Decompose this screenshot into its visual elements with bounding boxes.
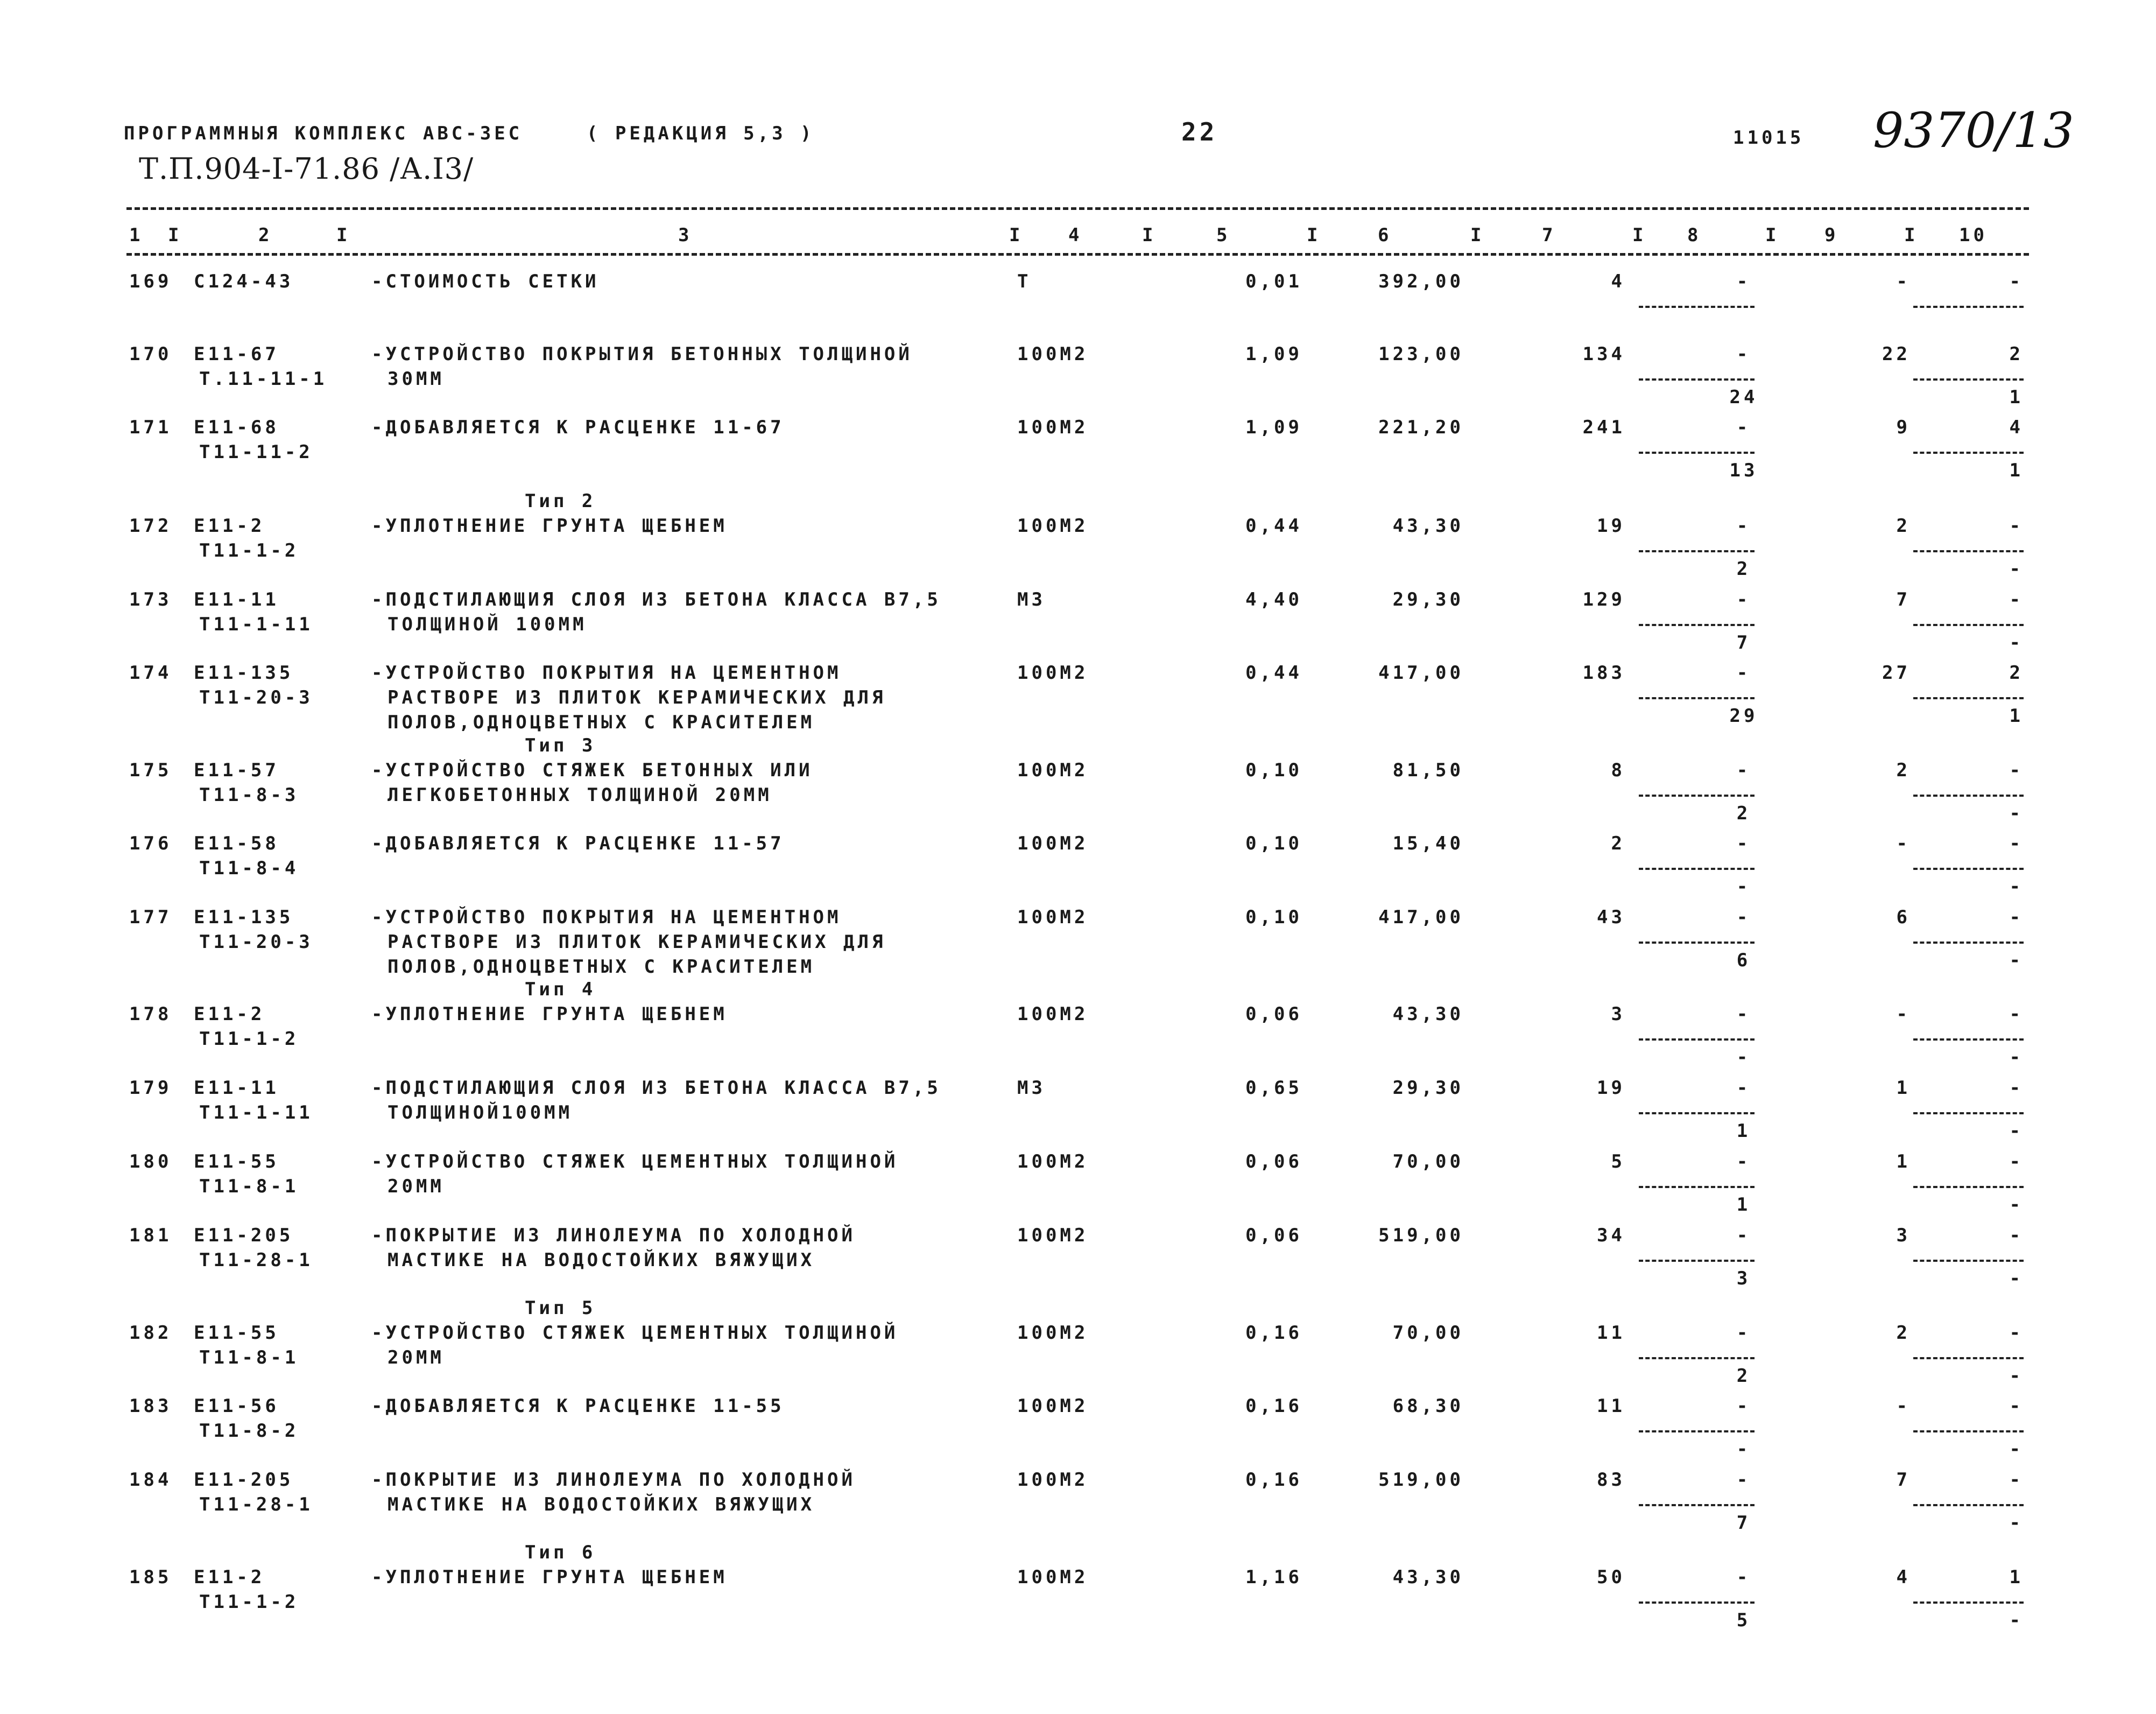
col10-top: - bbox=[2009, 1077, 2024, 1099]
rate-code: Е11-55 bbox=[194, 1151, 279, 1172]
col10-top: - bbox=[2009, 1469, 2024, 1491]
section-label: Тип 4 bbox=[525, 979, 596, 1000]
unit-price: 43,30 bbox=[1392, 515, 1464, 537]
total-cost: 50 bbox=[1597, 1567, 1625, 1588]
work-description: МАСТИКЕ НА ВОДОСТОЙКИХ ВЯЖУЩИХ bbox=[387, 1249, 815, 1271]
col8-bottom: 3 bbox=[1736, 1268, 1751, 1289]
unit-price: 417,00 bbox=[1378, 662, 1464, 684]
col10-rule bbox=[1913, 942, 2024, 944]
rate-reference: Т11-20-3 bbox=[199, 687, 313, 708]
unit-price: 519,00 bbox=[1378, 1225, 1464, 1246]
col8-rule bbox=[1639, 452, 1755, 454]
total-cost: 2 bbox=[1611, 833, 1625, 854]
unit: 100М2 bbox=[1017, 1322, 1089, 1344]
unit-price: 70,00 bbox=[1392, 1151, 1464, 1172]
work-description: МАСТИКЕ НА ВОДОСТОЙКИХ ВЯЖУЩИХ bbox=[387, 1494, 815, 1515]
col9-value: 1 bbox=[1896, 1151, 1911, 1172]
col8-top: - bbox=[1736, 271, 1751, 292]
col8-bottom: 6 bbox=[1736, 950, 1751, 971]
col8-top: - bbox=[1736, 515, 1751, 537]
work-description: 30ММ bbox=[387, 368, 445, 390]
unit: 100М2 bbox=[1017, 1151, 1089, 1172]
work-description: -УПЛОТНЕНИЕ ГРУНТА ЩЕБНЕМ bbox=[371, 1003, 728, 1025]
unit-price: 123,00 bbox=[1378, 343, 1464, 365]
col8-rule bbox=[1639, 1504, 1755, 1506]
rate-code: Е11-2 bbox=[194, 1567, 265, 1588]
col8-rule bbox=[1639, 1038, 1755, 1041]
section-label: Тип 3 bbox=[525, 735, 596, 756]
row-number: 176 bbox=[129, 833, 172, 854]
col10-rule bbox=[1913, 1504, 2024, 1506]
work-description: 20ММ bbox=[387, 1347, 445, 1368]
unit-price: 392,00 bbox=[1378, 271, 1464, 292]
handwritten-number: 9370/13 bbox=[1873, 102, 2074, 159]
col-header-6: 6 bbox=[1378, 224, 1392, 246]
col10-bottom: 1 bbox=[2009, 705, 2024, 727]
col10-bottom: - bbox=[2009, 1610, 2024, 1631]
col10-bottom: - bbox=[2009, 1046, 2024, 1068]
col8-top: - bbox=[1736, 417, 1751, 438]
col10-bottom: - bbox=[2009, 632, 2024, 654]
unit: М3 bbox=[1017, 1077, 1046, 1099]
col-header-1: 1 bbox=[129, 224, 144, 246]
col10-rule bbox=[1913, 697, 2024, 699]
rate-reference: Т11-1-2 bbox=[199, 540, 299, 561]
col-header-2: 2 bbox=[258, 224, 273, 246]
rate-reference: Т11-8-2 bbox=[199, 1420, 299, 1442]
col8-bottom: 1 bbox=[1736, 1194, 1751, 1216]
col9-value: 2 bbox=[1896, 1322, 1911, 1344]
rate-code: Е11-68 bbox=[194, 417, 279, 438]
col10-top: - bbox=[2009, 760, 2024, 781]
section-label: Тип 5 bbox=[525, 1297, 596, 1319]
col10-rule bbox=[1913, 624, 2024, 626]
rate-code: Е11-56 bbox=[194, 1395, 279, 1417]
col9-value: - bbox=[1896, 271, 1911, 292]
col10-bottom: - bbox=[2009, 1268, 2024, 1289]
rate-code: Е11-57 bbox=[194, 760, 279, 781]
col8-bottom: 2 bbox=[1736, 803, 1751, 824]
col10-rule bbox=[1913, 1186, 2024, 1188]
col10-rule bbox=[1913, 550, 2024, 552]
col8-top: - bbox=[1736, 1151, 1751, 1172]
total-cost: 83 bbox=[1597, 1469, 1625, 1491]
rate-code: Е11-11 bbox=[194, 589, 279, 610]
col10-top: 4 bbox=[2009, 417, 2024, 438]
quantity: 1,16 bbox=[1245, 1567, 1302, 1588]
work-description: -ПОДСТИЛАЮЩИЯ СЛОЯ ИЗ БЕТОНА КЛАССА В7,5 bbox=[371, 1077, 941, 1099]
col10-rule bbox=[1913, 1357, 2024, 1359]
row-number: 180 bbox=[129, 1151, 172, 1172]
col8-rule bbox=[1639, 868, 1755, 870]
rate-code: Е11-2 bbox=[194, 1003, 265, 1025]
row-number: 184 bbox=[129, 1469, 172, 1491]
col10-bottom: 1 bbox=[2009, 460, 2024, 481]
col10-bottom: - bbox=[2009, 1438, 2024, 1460]
rate-reference: Т11-1-2 bbox=[199, 1591, 299, 1613]
work-description: -УПЛОТНЕНИЕ ГРУНТА ЩЕБНЕМ bbox=[371, 515, 728, 537]
work-description: -СТОИМОСТЬ СЕТКИ bbox=[371, 271, 600, 292]
header-top-rule bbox=[126, 207, 2029, 210]
col10-rule bbox=[1913, 1260, 2024, 1262]
rate-reference: Т11-1-11 bbox=[199, 1102, 313, 1123]
total-cost: 183 bbox=[1582, 662, 1625, 684]
col8-top: - bbox=[1736, 589, 1751, 610]
col8-rule bbox=[1639, 795, 1755, 797]
col8-top: - bbox=[1736, 662, 1751, 684]
unit-price: 70,00 bbox=[1392, 1322, 1464, 1344]
col8-bottom: 29 bbox=[1729, 705, 1758, 727]
rate-code: Е11-135 bbox=[194, 907, 294, 928]
col9-value: 9 bbox=[1896, 417, 1911, 438]
col8-bottom: 2 bbox=[1736, 558, 1751, 580]
col10-top: - bbox=[2009, 833, 2024, 854]
unit: 100М2 bbox=[1017, 1567, 1089, 1588]
col9-value: 4 bbox=[1896, 1567, 1911, 1588]
row-number: 172 bbox=[129, 515, 172, 537]
col8-rule bbox=[1639, 1601, 1755, 1604]
rate-reference: Т11-8-1 bbox=[199, 1176, 299, 1197]
row-number: 181 bbox=[129, 1225, 172, 1246]
col10-top: - bbox=[2009, 271, 2024, 292]
total-cost: 3 bbox=[1611, 1003, 1625, 1025]
work-description: -ДОБАВЛЯЕТСЯ К РАСЦЕНКЕ 11-55 bbox=[371, 1395, 785, 1417]
work-description: ПОЛОВ,ОДНОЦВЕТНЫХ С КРАСИТЕЛЕМ bbox=[387, 712, 815, 733]
col9-value: 7 bbox=[1896, 589, 1911, 610]
row-number: 178 bbox=[129, 1003, 172, 1025]
col10-rule bbox=[1913, 452, 2024, 454]
col8-top: - bbox=[1736, 343, 1751, 365]
rate-code: Е11-58 bbox=[194, 833, 279, 854]
section-label: Тип 2 bbox=[525, 490, 596, 512]
work-description: -ПОДСТИЛАЮЩИЯ СЛОЯ ИЗ БЕТОНА КЛАССА В7,5 bbox=[371, 589, 941, 610]
total-cost: 43 bbox=[1597, 907, 1625, 928]
rate-code: С124-43 bbox=[194, 271, 294, 292]
col8-rule bbox=[1639, 942, 1755, 944]
col10-rule bbox=[1913, 378, 2024, 381]
col10-bottom: - bbox=[2009, 558, 2024, 580]
col10-bottom: - bbox=[2009, 1120, 2024, 1142]
rate-reference: Т11-8-3 bbox=[199, 784, 299, 806]
program-title: ПРОГРАММНЫЯ КОМПЛЕКС АВС-ЗЕС bbox=[124, 123, 523, 144]
col9-value: 7 bbox=[1896, 1469, 1911, 1491]
page-number: 22 bbox=[1181, 117, 1218, 146]
col8-top: - bbox=[1736, 1003, 1751, 1025]
work-description: -УСТРОЙСТВО СТЯЖЕК ЦЕМЕНТНЫХ ТОЛЩИНОЙ bbox=[371, 1322, 899, 1344]
col10-bottom: - bbox=[2009, 876, 2024, 897]
col9-value: - bbox=[1896, 1003, 1911, 1025]
rate-code: Е11-135 bbox=[194, 662, 294, 684]
project-number: Т.П.904-I-71.86 /А.I3/ bbox=[139, 152, 474, 186]
work-description: -УСТРОЙСТВО СТЯЖЕК БЕТОННЫХ ИЛИ bbox=[371, 760, 813, 781]
col10-top: - bbox=[2009, 515, 2024, 537]
col10-bottom: - bbox=[2009, 803, 2024, 824]
col-header-10: 10 bbox=[1959, 224, 1988, 246]
col8-bottom: 1 bbox=[1736, 1120, 1751, 1142]
unit-price: 43,30 bbox=[1392, 1003, 1464, 1025]
rate-code: Е11-2 bbox=[194, 515, 265, 537]
row-number: 177 bbox=[129, 907, 172, 928]
col10-rule bbox=[1913, 1601, 2024, 1604]
col9-value: - bbox=[1896, 833, 1911, 854]
work-description: ТОЛЩИНОЙ100ММ bbox=[387, 1102, 573, 1123]
unit-price: 29,30 bbox=[1392, 1077, 1464, 1099]
unit-price: 81,50 bbox=[1392, 760, 1464, 781]
col-header-9: 9 bbox=[1824, 224, 1839, 246]
rate-code: Е11-205 bbox=[194, 1225, 294, 1246]
col8-bottom: - bbox=[1736, 1438, 1751, 1460]
rate-code: Е11-67 bbox=[194, 343, 279, 365]
col9-value: 27 bbox=[1882, 662, 1911, 684]
col10-top: 2 bbox=[2009, 662, 2024, 684]
col10-rule bbox=[1913, 795, 2024, 797]
quantity: 0,16 bbox=[1245, 1322, 1302, 1344]
row-number: 183 bbox=[129, 1395, 172, 1417]
work-description: -ДОБАВЛЯЕТСЯ К РАСЦЕНКЕ 11-67 bbox=[371, 417, 785, 438]
col8-rule bbox=[1639, 1260, 1755, 1262]
col10-top: - bbox=[2009, 1003, 2024, 1025]
col8-bottom: 7 bbox=[1736, 632, 1751, 654]
col8-top: - bbox=[1736, 1077, 1751, 1099]
col8-bottom: 24 bbox=[1729, 387, 1758, 408]
quantity: 0,44 bbox=[1245, 515, 1302, 537]
work-description: -УПЛОТНЕНИЕ ГРУНТА ЩЕБНЕМ bbox=[371, 1567, 728, 1588]
col10-rule bbox=[1913, 1430, 2024, 1432]
col8-top: - bbox=[1736, 1567, 1751, 1588]
col10-rule bbox=[1913, 1038, 2024, 1041]
col10-rule bbox=[1913, 868, 2024, 870]
col9-value: 22 bbox=[1882, 343, 1911, 365]
unit: 100М2 bbox=[1017, 515, 1089, 537]
col-header-7: 7 bbox=[1542, 224, 1556, 246]
col8-top: - bbox=[1736, 833, 1751, 854]
unit-price: 68,30 bbox=[1392, 1395, 1464, 1417]
col10-bottom: - bbox=[2009, 1194, 2024, 1216]
work-description: РАСТВОРЕ ИЗ ПЛИТОК КЕРАМИЧЕСКИХ ДЛЯ bbox=[387, 687, 886, 708]
rate-reference: Т11-1-2 bbox=[199, 1028, 299, 1050]
rate-reference: Т11-11-2 bbox=[199, 441, 313, 463]
total-cost: 19 bbox=[1597, 1077, 1625, 1099]
col8-rule bbox=[1639, 1430, 1755, 1432]
rate-reference: Т11-1-11 bbox=[199, 614, 313, 635]
total-cost: 11 bbox=[1597, 1395, 1625, 1417]
col10-bottom: 1 bbox=[2009, 387, 2024, 408]
quantity: 0,06 bbox=[1245, 1003, 1302, 1025]
col8-bottom: 5 bbox=[1736, 1610, 1751, 1631]
section-label: Тип 6 bbox=[525, 1542, 596, 1563]
row-number: 179 bbox=[129, 1077, 172, 1099]
col8-top: - bbox=[1736, 907, 1751, 928]
total-cost: 8 bbox=[1611, 760, 1625, 781]
rate-reference: Т.11-11-1 bbox=[199, 368, 328, 390]
col8-bottom: - bbox=[1736, 876, 1751, 897]
col8-rule bbox=[1639, 1357, 1755, 1359]
col8-rule bbox=[1639, 306, 1755, 308]
col-header-8: 8 bbox=[1687, 224, 1702, 246]
total-cost: 134 bbox=[1582, 343, 1625, 365]
row-number: 174 bbox=[129, 662, 172, 684]
unit: Т bbox=[1017, 271, 1032, 292]
quantity: 0,10 bbox=[1245, 833, 1302, 854]
work-description: -ПОКРЫТИЕ ИЗ ЛИНОЛЕУМА ПО ХОЛОДНОЙ bbox=[371, 1225, 856, 1246]
unit-price: 15,40 bbox=[1392, 833, 1464, 854]
work-description: ЛЕГКОБЕТОННЫХ ТОЛЩИНОЙ 20ММ bbox=[387, 784, 772, 806]
rate-reference: Т11-8-1 bbox=[199, 1347, 299, 1368]
col8-bottom: 2 bbox=[1736, 1365, 1751, 1387]
work-description: -УСТРОЙСТВО СТЯЖЕК ЦЕМЕНТНЫХ ТОЛЩИНОЙ bbox=[371, 1151, 899, 1172]
col8-bottom: 7 bbox=[1736, 1512, 1751, 1534]
total-cost: 5 bbox=[1611, 1151, 1625, 1172]
col8-top: - bbox=[1736, 1225, 1751, 1246]
col10-top: - bbox=[2009, 589, 2024, 610]
work-description: ТОЛЩИНОЙ 100ММ bbox=[387, 614, 587, 635]
total-cost: 241 bbox=[1582, 417, 1625, 438]
col10-bottom: - bbox=[2009, 1365, 2024, 1387]
unit: 100М2 bbox=[1017, 1469, 1089, 1491]
work-description: -УСТРОЙСТВО ПОКРЫТИЯ НА ЦЕМЕНТНОМ bbox=[371, 907, 842, 928]
work-description: -УСТРОЙСТВО ПОКРЫТИЯ БЕТОННЫХ ТОЛЩИНОЙ bbox=[371, 343, 913, 365]
work-description: РАСТВОРЕ ИЗ ПЛИТОК КЕРАМИЧЕСКИХ ДЛЯ bbox=[387, 931, 886, 953]
col10-top: 1 bbox=[2009, 1567, 2024, 1588]
col9-value: - bbox=[1896, 1395, 1911, 1417]
col8-top: - bbox=[1736, 760, 1751, 781]
col9-value: 2 bbox=[1896, 515, 1911, 537]
col8-bottom: - bbox=[1736, 1046, 1751, 1068]
row-number: 170 bbox=[129, 343, 172, 365]
col10-top: - bbox=[2009, 1395, 2024, 1417]
col8-top: - bbox=[1736, 1395, 1751, 1417]
col8-top: - bbox=[1736, 1469, 1751, 1491]
quantity: 0,10 bbox=[1245, 760, 1302, 781]
rate-reference: Т11-20-3 bbox=[199, 931, 313, 953]
total-cost: 19 bbox=[1597, 515, 1625, 537]
col8-bottom: 13 bbox=[1729, 460, 1758, 481]
col10-top: - bbox=[2009, 1322, 2024, 1344]
col8-rule bbox=[1639, 378, 1755, 381]
total-cost: 129 bbox=[1582, 589, 1625, 610]
rate-reference: Т11-8-4 bbox=[199, 858, 299, 879]
quantity: 0,16 bbox=[1245, 1395, 1302, 1417]
unit: 100М2 bbox=[1017, 1003, 1089, 1025]
col8-rule bbox=[1639, 624, 1755, 626]
row-number: 169 bbox=[129, 271, 172, 292]
col10-bottom: - bbox=[2009, 1512, 2024, 1534]
col8-rule bbox=[1639, 1186, 1755, 1188]
document-code: 11015 bbox=[1733, 127, 1805, 149]
col-header-5: 5 bbox=[1216, 224, 1231, 246]
col9-value: 1 bbox=[1896, 1077, 1911, 1099]
quantity: 0,65 bbox=[1245, 1077, 1302, 1099]
quantity: 0,16 bbox=[1245, 1469, 1302, 1491]
work-description: -ДОБАВЛЯЕТСЯ К РАСЦЕНКЕ 11-57 bbox=[371, 833, 785, 854]
quantity: 1,09 bbox=[1245, 417, 1302, 438]
work-description: ПОЛОВ,ОДНОЦВЕТНЫХ С КРАСИТЕЛЕМ bbox=[387, 956, 815, 978]
unit-price: 221,20 bbox=[1378, 417, 1464, 438]
unit: 100М2 bbox=[1017, 760, 1089, 781]
row-number: 171 bbox=[129, 417, 172, 438]
quantity: 0,06 bbox=[1245, 1151, 1302, 1172]
row-number: 185 bbox=[129, 1567, 172, 1588]
col9-value: 3 bbox=[1896, 1225, 1911, 1246]
rate-code: Е11-55 bbox=[194, 1322, 279, 1344]
unit-price: 43,30 bbox=[1392, 1567, 1464, 1588]
unit-price: 29,30 bbox=[1392, 589, 1464, 610]
col9-value: 6 bbox=[1896, 907, 1911, 928]
unit: М3 bbox=[1017, 589, 1046, 610]
row-number: 182 bbox=[129, 1322, 172, 1344]
col8-top: - bbox=[1736, 1322, 1751, 1344]
unit-price: 417,00 bbox=[1378, 907, 1464, 928]
col10-top: - bbox=[2009, 1151, 2024, 1172]
col-header-4: 4 bbox=[1068, 224, 1083, 246]
col10-top: 2 bbox=[2009, 343, 2024, 365]
rate-code: Е11-11 bbox=[194, 1077, 279, 1099]
quantity: 0,01 bbox=[1245, 271, 1302, 292]
col10-rule bbox=[1913, 306, 2024, 308]
col8-rule bbox=[1639, 697, 1755, 699]
work-description: -ПОКРЫТИЕ ИЗ ЛИНОЛЕУМА ПО ХОЛОДНОЙ bbox=[371, 1469, 856, 1491]
unit: 100М2 bbox=[1017, 907, 1089, 928]
unit: 100М2 bbox=[1017, 833, 1089, 854]
col10-rule bbox=[1913, 1112, 2024, 1114]
col10-bottom: - bbox=[2009, 950, 2024, 971]
unit-price: 519,00 bbox=[1378, 1469, 1464, 1491]
edition-label: ( РЕДАКЦИЯ 5,3 ) bbox=[587, 123, 815, 144]
row-number: 175 bbox=[129, 760, 172, 781]
rate-reference: Т11-28-1 bbox=[199, 1494, 313, 1515]
quantity: 4,40 bbox=[1245, 589, 1302, 610]
header-bottom-rule bbox=[126, 253, 2029, 256]
col-header-3: 3 bbox=[678, 224, 693, 246]
row-number: 173 bbox=[129, 589, 172, 610]
work-description: 20ММ bbox=[387, 1176, 445, 1197]
total-cost: 4 bbox=[1611, 271, 1625, 292]
rate-reference: Т11-28-1 bbox=[199, 1249, 313, 1271]
unit: 100М2 bbox=[1017, 1395, 1089, 1417]
quantity: 0,44 bbox=[1245, 662, 1302, 684]
unit: 100М2 bbox=[1017, 1225, 1089, 1246]
quantity: 0,06 bbox=[1245, 1225, 1302, 1246]
unit: 100М2 bbox=[1017, 343, 1089, 365]
quantity: 1,09 bbox=[1245, 343, 1302, 365]
quantity: 0,10 bbox=[1245, 907, 1302, 928]
rate-code: Е11-205 bbox=[194, 1469, 294, 1491]
work-description: -УСТРОЙСТВО ПОКРЫТИЯ НА ЦЕМЕНТНОМ bbox=[371, 662, 842, 684]
unit: 100М2 bbox=[1017, 662, 1089, 684]
unit: 100М2 bbox=[1017, 417, 1089, 438]
col9-value: 2 bbox=[1896, 760, 1911, 781]
col8-rule bbox=[1639, 550, 1755, 552]
total-cost: 34 bbox=[1597, 1225, 1625, 1246]
col10-top: - bbox=[2009, 1225, 2024, 1246]
col8-rule bbox=[1639, 1112, 1755, 1114]
col10-top: - bbox=[2009, 907, 2024, 928]
total-cost: 11 bbox=[1597, 1322, 1625, 1344]
